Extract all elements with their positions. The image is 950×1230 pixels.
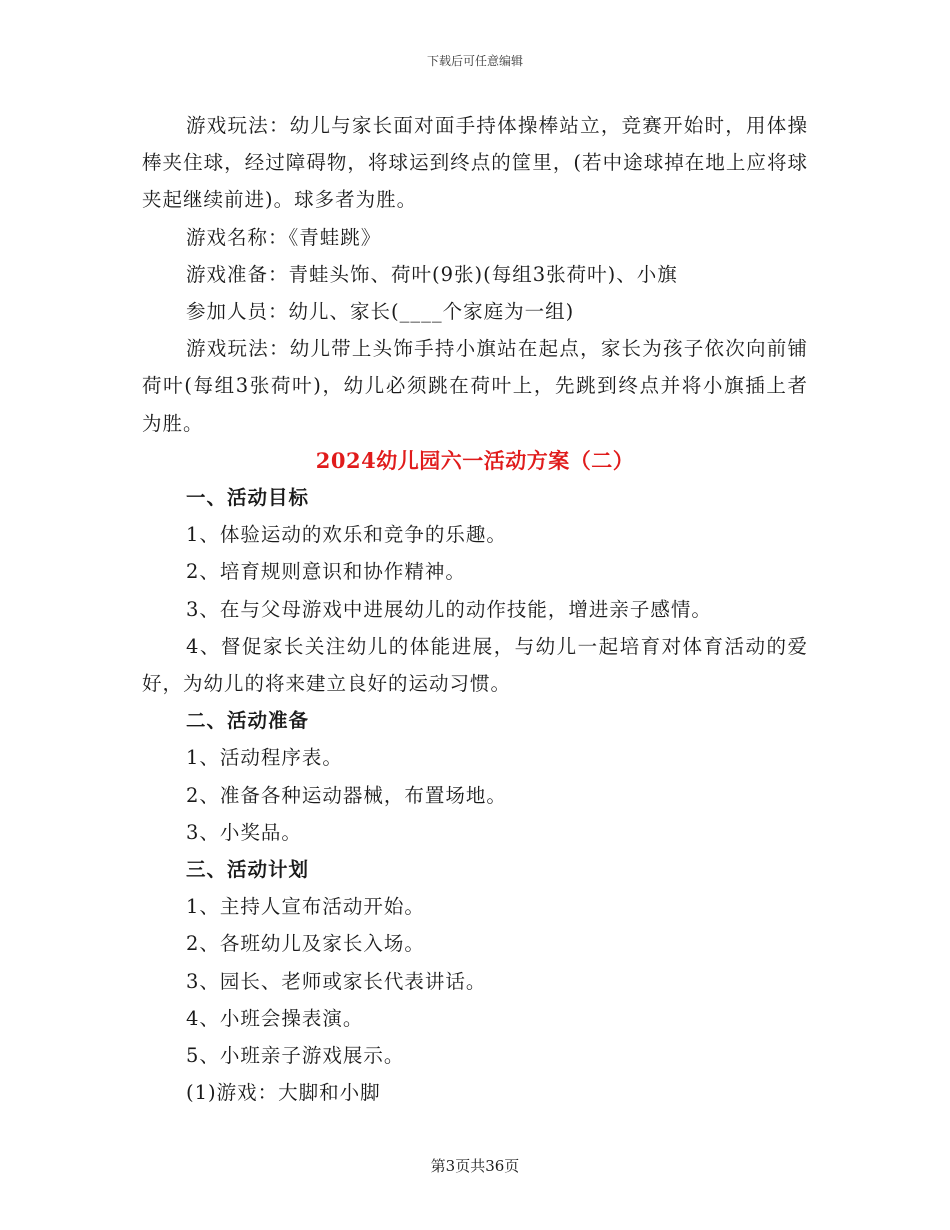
heading-activity-plan: 三、活动计划: [186, 858, 310, 882]
page-footer: 第3页共36页: [430, 1157, 520, 1175]
list-item: 3、园长、老师或家长代表讲话。: [186, 969, 487, 993]
section-title: 2024幼儿园六一活动方案（二）: [315, 447, 635, 473]
list-item: 3、在与父母游戏中进展幼儿的动作技能，增进亲子感情。: [186, 597, 712, 621]
list-item: 1、主持人宣布活动开始。: [186, 895, 425, 919]
paragraph-participants: 参加人员：幼儿、家长(____个家庭为一组): [186, 300, 575, 324]
document-body: [142, 107, 808, 1111]
paragraph-game-name: 游戏名称：《青蛙跳》: [186, 225, 382, 249]
list-item: 1、体验运动的欢乐和竞争的乐趣。: [186, 523, 507, 547]
list-item: 2、各班幼儿及家长入场。: [186, 932, 425, 956]
paragraph-game-rules-1: 游戏玩法：幼儿与家长面对面手持体操棒站立，竞赛开始时，用体操棒夹住球，经过障碍物，将球运到终点的筐里，(若中途球掉在地上应将球夹起继续前进)。球多者为胜。: [142, 114, 808, 212]
list-item: 4、小班会操表演。: [186, 1006, 364, 1030]
list-item: 1、活动程序表。: [186, 746, 343, 770]
paragraph-game-preparation: 游戏准备：青蛙头饰、荷叶(9张)(每组3张荷叶)、小旗: [186, 262, 678, 286]
list-item: 3、小奖品。: [186, 820, 302, 844]
list-item: 2、培育规则意识和协作精神。: [186, 560, 466, 584]
heading-activity-goals: 一、活动目标: [186, 486, 310, 510]
page-header: 下载后可任意编辑: [426, 54, 523, 68]
list-item: (1)游戏：大脚和小脚: [186, 1081, 381, 1105]
heading-activity-preparation: 二、活动准备: [186, 709, 310, 733]
list-item: 5、小班亲子游戏展示。: [186, 1044, 405, 1068]
list-item: 4、督促家长关注幼儿的体能进展，与幼儿一起培育对体育活动的爱好，为幼儿的将来建立良好的运动习惯。: [142, 634, 808, 696]
list-item: 2、准备各种运动器械，布置场地。: [186, 783, 507, 807]
paragraph-game-rules-2: 游戏玩法：幼儿带上头饰手持小旗站在起点，家长为孩子依次向前铺荷叶(每组3张荷叶)，幼儿必须跳在荷叶上，先跳到终点并将小旗插上者为胜。: [142, 337, 808, 435]
